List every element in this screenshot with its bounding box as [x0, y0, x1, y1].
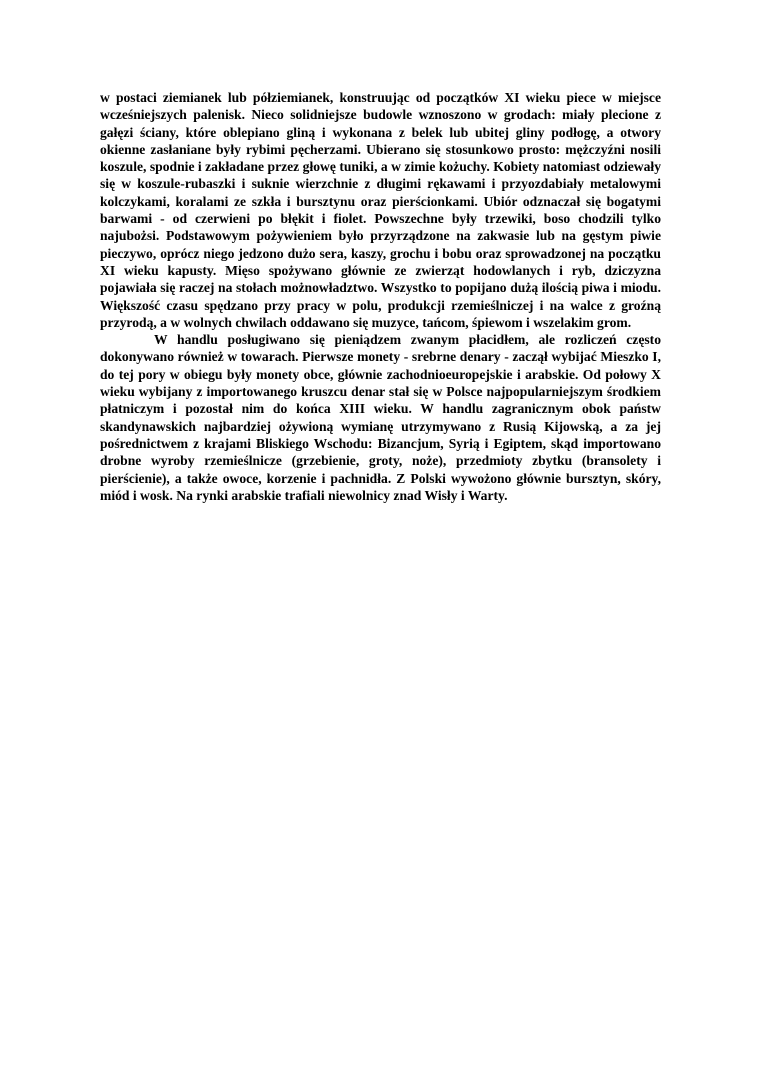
paragraph-daily-life: w postaci ziemianek lub półziemianek, konstruując od początków XI wieku piece w miejsce wcześniejszych palenisk. Nieco solidniejsze budowle wznoszono w grodach: miały plecione z gałęzi ściany, które oblepiano gliną i wykonana z belek lub ubitej gliny podłogę, a otwory okienne zasłaniane były rybimi pęcherzami. Ubierano się stosunkowo prosto: mężczyźni nosili koszule, spodnie i zakładane przez głowę tuniki, a w zimie kożuchy. Kobiety natomiast odziewały się w koszule-rubaszki i suknie wierzchnie z długimi rękawami i przyozdabiały metalowymi kolczykami, koralami ze szkła i bursztynu oraz pierścionkami. Ubiór odznaczał się bogatymi barwami - od czerwieni po błękit i fiolet. Powszechne były trzewiki, boso chodzili tylko najubożsi. Podstawowym pożywieniem było przyrządzone na zakwasie lub na gęstym piwie pieczywo, oprócz niego jedzono dużo sera, kaszy, grochu i bobu oraz sprowadzonej na początku XI wieku kapusty. Mięso spożywano głównie ze zwierząt hodowlanych i ryb, dziczyzna pojawiała się raczej na stołach możnowładztwo. Wszystko to popijano dużą ilością piwa i miodu. Większość czasu spędzano przy pracy w polu, produkcji rzemieślniczej i na walce z groźną przyrodą, a w wolnych chwilach oddawano się muzyce, tańcom, śpiewom i wszelakim grom. — [100, 90, 661, 330]
document-body — [100, 89, 661, 504]
paragraph-trade: W handlu posługiwano się pieniądzem zwanym płacidłem, ale rozliczeń często dokonywano również w towarach. Pierwsze monety - srebrne denary - zaczął wybijać Mieszko I, do tej pory w obiegu były monety obce, głównie zachodnioeuropejskie i arabskie. Od połowy X wieku wybijany z importowanego kruszcu denar stał się w Polsce najpopularniejszym środkiem płatniczym i pozostał nim do końca XIII wieku. W handlu zagranicznym obok państw skandynawskich najbardziej ożywioną wymianę utrzymywano z Rusią Kijowską, a za jej pośrednictwem z krajami Bliskiego Wschodu: Bizancjum, Syrią i Egiptem, skąd importowano drobne wyroby rzemieślnicze (grzebienie, groty, noże), przedmioty zbytku (bransolety i pierścienie), a także owoce, korzenie i pachnidła. Z Polski wywożono głównie bursztyn, skóry, miód i wosk. Na rynki arabskie trafiali niewolnicy znad Wisły i Warty. — [100, 332, 661, 503]
